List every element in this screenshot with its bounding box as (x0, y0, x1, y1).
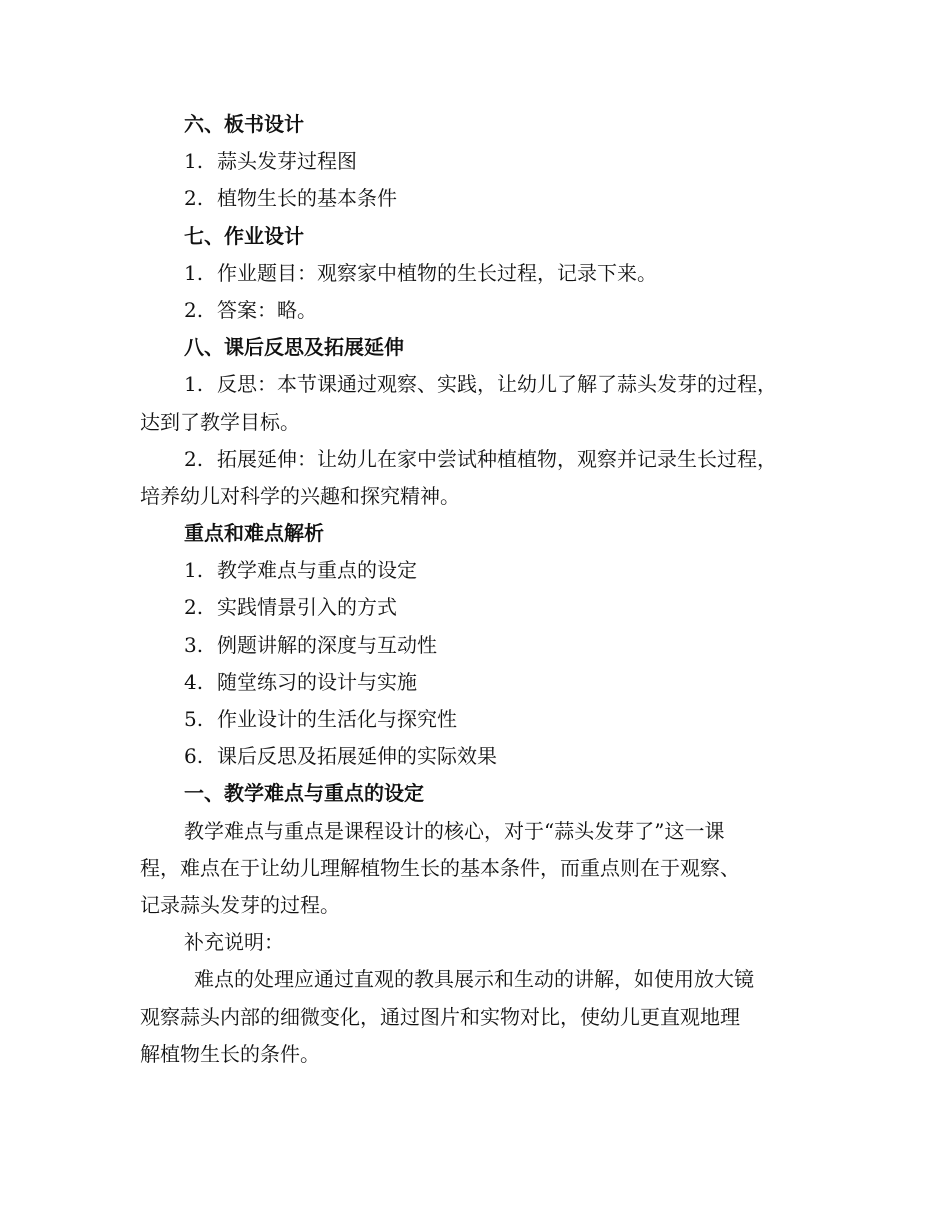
list-item-line (140, 366, 820, 403)
list-number: 4. (184, 669, 204, 694)
list-number: 2. (184, 446, 204, 471)
paragraph-line: 教学难点与重点是课程设计的核心，对于“蒜头发芽了”这一课 (184, 818, 725, 843)
list-item (140, 627, 820, 664)
list-item-continuation: 达到了教学目标。 (140, 409, 300, 434)
list-text: 蒜头发芽过程图 (217, 149, 357, 174)
note-line: 难点的处理应通过直观的教具展示和生动的讲解，如使用放大镜 (194, 967, 754, 992)
list-number: 1. (184, 149, 204, 174)
list-item (140, 180, 820, 217)
list-item (140, 552, 820, 589)
section-heading-analysis: 重点和难点解析 (184, 521, 324, 546)
list-text: 随堂练习的设计与实施 (217, 669, 417, 694)
list-number: 3. (184, 632, 204, 657)
paragraph-line: 程，难点在于让幼儿理解植物生长的基本条件，而重点则在于观察、 (140, 855, 740, 880)
list-number: 1. (184, 372, 204, 397)
note-label: 补充说明： (184, 930, 284, 955)
list-number: 1. (184, 260, 204, 285)
list-text: 课后反思及拓展延伸的实际效果 (217, 744, 497, 769)
list-number: 6. (184, 744, 204, 769)
list-text: 实践情景引入的方式 (217, 595, 397, 620)
list-number: 2. (184, 595, 204, 620)
section-heading-difficulty: 一、教学难点与重点的设定 (184, 781, 424, 806)
list-text: 植物生长的基本条件 (217, 186, 397, 211)
section-heading-board-design: 六、板书设计 (184, 112, 304, 136)
document-body (140, 106, 820, 1073)
list-text: 反思：本节课通过观察、实践，让幼儿了解了蒜头发芽的过程， (217, 372, 777, 397)
list-item (140, 292, 820, 329)
note-line: 解植物生长的条件。 (140, 1041, 320, 1066)
list-text: 拓展延伸：让幼儿在家中尝试种植植物，观察并记录生长过程， (217, 446, 777, 471)
list-number: 2. (184, 186, 204, 211)
list-item (140, 255, 820, 292)
list-item (140, 738, 820, 775)
list-item (140, 701, 820, 738)
section-heading-homework: 七、作业设计 (184, 223, 304, 248)
list-item (140, 664, 820, 701)
list-text: 作业设计的生活化与探究性 (217, 707, 457, 731)
list-number: 2. (184, 297, 204, 322)
list-item (140, 589, 820, 626)
list-item-continuation: 培养幼儿对科学的兴趣和探究精神。 (140, 483, 460, 508)
list-text: 教学难点与重点的设定 (217, 558, 417, 583)
paragraph-line: 记录蒜头发芽的过程。 (140, 892, 340, 917)
list-item-line (140, 441, 820, 478)
list-text: 答案：略。 (217, 297, 317, 322)
list-item (140, 143, 820, 180)
list-text: 例题讲解的深度与互动性 (217, 632, 437, 657)
list-number: 1. (184, 558, 204, 583)
section-heading-reflection: 八、课后反思及拓展延伸 (184, 335, 404, 360)
note-line: 观察蒜头内部的细微变化，通过图片和实物对比，使幼儿更直观地理 (140, 1004, 740, 1029)
list-text: 作业题目：观察家中植物的生长过程，记录下来。 (217, 260, 657, 285)
list-number: 5. (184, 707, 204, 731)
